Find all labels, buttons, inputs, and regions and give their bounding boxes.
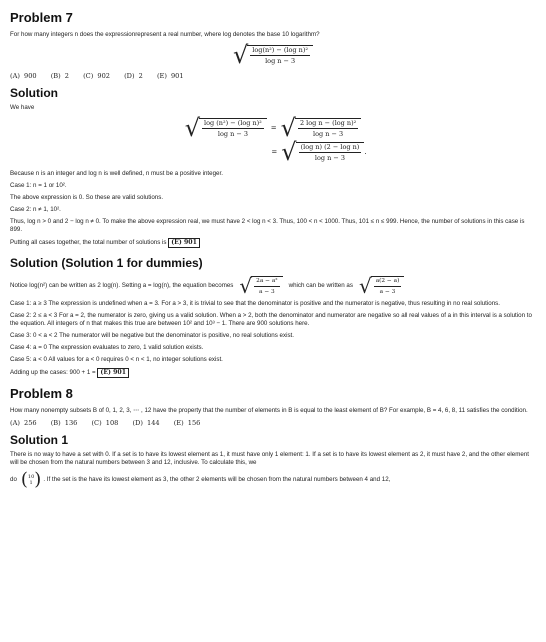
- dummies-case-5: Case 5: a < 0 All values for a < 0 requires 0 < n < 1, no integer solutions exist.: [10, 356, 223, 363]
- binomial: ( 10 1 ): [20, 469, 42, 490]
- solution-equation: √ $\frac{\text{log (n²) − (log n)²}}{\text{log n − 3}}$ = √ $\frac{\text{2 log n − (log n)²}}{\text{log n − 3}}$ = √ $\frac{\text{(log n) (2 − log n)}}{\text{log n − 3}}$ .: [184, 114, 367, 166]
- choice-e: (E) 156: [173, 419, 201, 427]
- choice-c: (C) 108: [91, 419, 119, 427]
- expr-numerator: log(n²) − (log n)²: [252, 46, 308, 54]
- total-line: Putting all cases together, the total number of solutions is (E) 901: [10, 238, 538, 248]
- problem-7-choices: [10, 72, 538, 80]
- problem-8-title: Problem 8: [10, 386, 73, 401]
- expr-denominator: log n − 3: [265, 57, 296, 65]
- because-text: Because n is an integer and log n is well defined, n must be a positive integer.: [10, 170, 223, 177]
- answer-box: (E) 901: [97, 368, 129, 378]
- solution-1-binom-line: do ( 10 1 ) . If the set is the have its lowest element as 3, the other 2 elements will be chosen from the natural numbers between 4 and 12,: [10, 469, 391, 490]
- choice-a: (A) 256: [10, 419, 37, 427]
- choice-e: (E) 901: [156, 72, 184, 80]
- choice-c: (C) 902: [83, 72, 110, 80]
- choice-b: (B) 2: [50, 72, 69, 80]
- sqrt-symbol: √: [233, 41, 249, 69]
- case-1-detail: The above expression is 0. So these are valid solutions.: [10, 194, 164, 201]
- problem-8-question: How many nonempty subsets B of 0, 1, 2, 3, ⋯ , 12 have the property that the number of elements in B is equal to the least element of B? For example, B = 4, 6, 8, 11 satisfies the condition.: [10, 407, 528, 414]
- thus-text: Thus, log n > 0 and 2 − log n ≠ 0. To make the above expression real, we must have 2 < log n < 3. Thus, 100 < n < 1000. Thus, 101 ≤ n ≤ 999. Hence, the number of solutions in this case is 899.: [10, 218, 525, 233]
- answer-box: (E) 901: [168, 238, 200, 248]
- dummies-case-4: Case 4: a = 0 The expression evaluates to zero, 1 valid solution exists.: [10, 344, 204, 351]
- choice-d: (D) 2: [124, 72, 143, 80]
- problem-7-question: For how many integers n does the expressionrepresent a real number, where log denotes the base 10 logarithm?: [10, 31, 320, 38]
- dummies-case-1: Case 1: a ≥ 3 The expression is undefined when a = 3. For a > 3, it is trivial to see that the denominator is positive and the numerator is negative, thus resulting in no real solutions.: [10, 300, 500, 307]
- dummies-case-2: Case 2: 2 ≤ a < 3 For a = 2, the numerator is zero, giving us a valid solution. When a > 2, both the denominator and numerator are negative so all real values of a in this interval is a solution to the equation. All integers of n that makes this true are between 10² and 10³ − 1. There are 900 solutions here.: [10, 312, 532, 327]
- problem-7-title: Problem 7: [10, 10, 73, 25]
- problem-7-expression: [8, 43, 538, 68]
- solution-title: Solution: [10, 86, 58, 100]
- dummies-case-3: Case 3: 0 < a < 2 The numerator will be negative but the denominator is positive, no real solutions exist.: [10, 332, 294, 339]
- choice-d: (D) 144: [132, 419, 160, 427]
- we-have: We have: [10, 104, 35, 111]
- adding-line: Adding up the cases: 900 + 1 = (E) 901: [10, 368, 538, 378]
- notice-line: Notice log(n²) can be written as 2 log(n). Setting a = log(n), the equation becomes √ $\frac{\text{2a − a²}}{a - 3}$ which can be written as √ $\frac{a(2 - a)}{a - 3}$: [10, 274, 538, 298]
- solution-1-title: Solution 1: [10, 433, 68, 447]
- solution-1-text: There is no way to have a set with 0. If a set is to have its lowest element as 1, it must have only 1 element: 1. If a set is to have its lowest element as 2, it must have 2, and the other element will be chosen from the natural numbers between 3 and 12, inclusive. To calculate this, we: [10, 451, 529, 466]
- solution-dummies-title: Solution (Solution 1 for dummies): [10, 256, 203, 270]
- case-2: Case 2: n ≠ 1, 10².: [10, 206, 61, 213]
- choice-a: (A) 900: [10, 72, 37, 80]
- problem-8-choices: [10, 419, 538, 427]
- case-1: Case 1: n = 1 or 10².: [10, 182, 67, 189]
- choice-b: (B) 136: [50, 419, 78, 427]
